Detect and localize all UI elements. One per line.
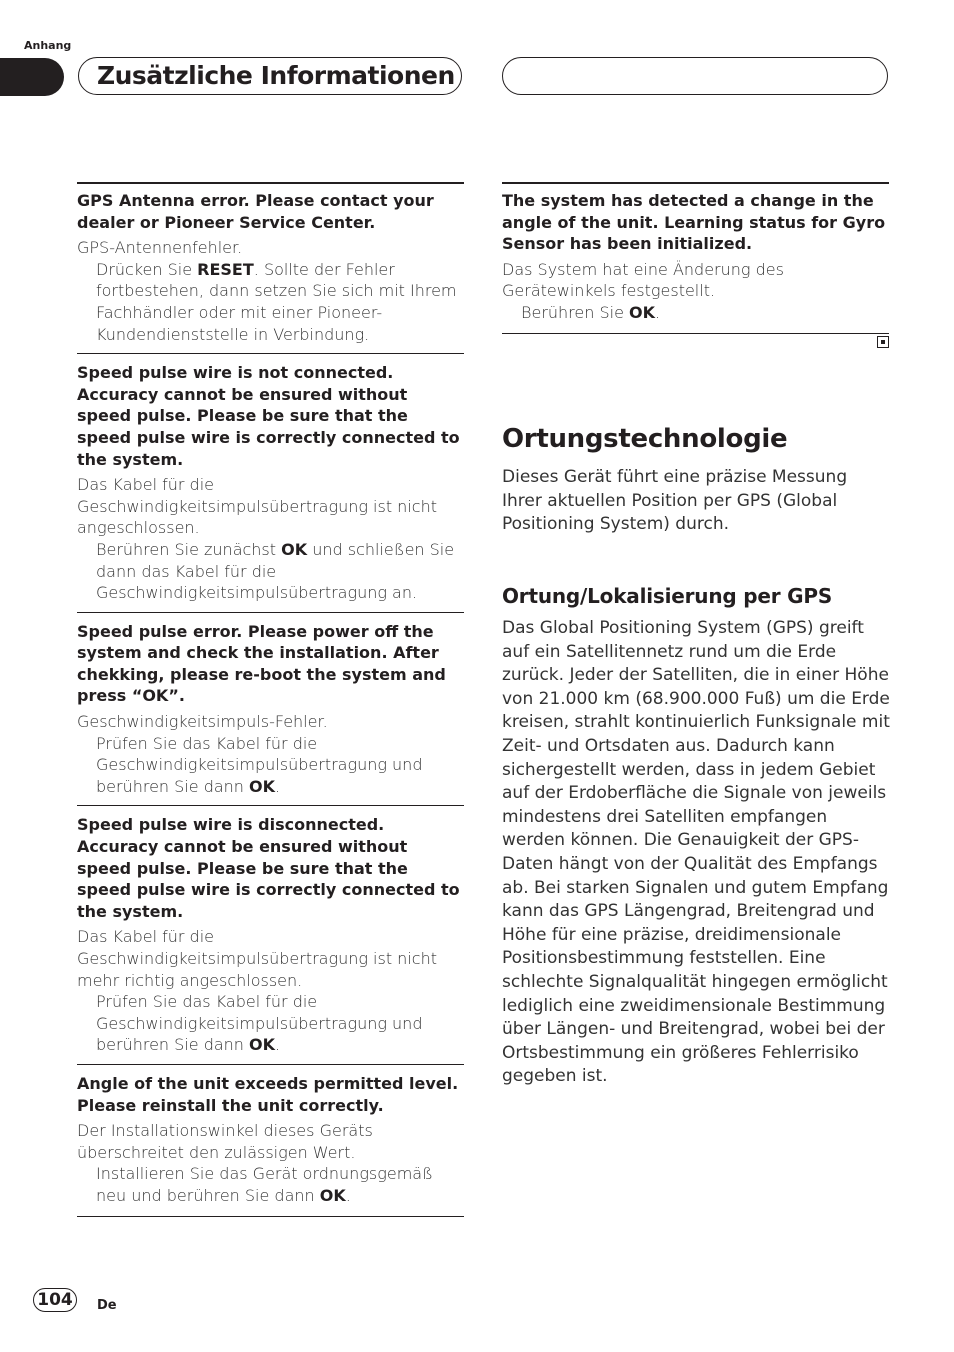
key-label: OK (249, 776, 276, 796)
language-code: De (97, 1298, 117, 1313)
error-action: Berühren Sie OK. (521, 302, 661, 322)
error-description: Das Kabel für die Geschwindigkeitsimpulsübertragung ist nicht angeschlossen. (77, 475, 437, 538)
subsection-heading: Ortung/Lokalisierung per GPS (502, 584, 833, 608)
error-action: Berühren Sie zunächst OK und schließen Sie dann das Kabel für die Geschwindigkeitsimpulsübertragung an. (96, 539, 455, 603)
error-heading: The system has detected a change in the angle of the unit. Learning status for Gyro Sensor has been initialized. (502, 191, 886, 254)
error-heading: Speed pulse wire is not connected. Accuracy cannot be ensured without speed pulse. Please be sure that the speed pulse wire is correctly connected to the system. (77, 363, 460, 469)
error-heading: Speed pulse wire is disconnected. Accuracy cannot be ensured without speed pulse. Please be sure that the speed pulse wire is correctly connected to the system. (77, 815, 460, 921)
error-action: Prüfen Sie das Kabel für die Geschwindigkeitsimpulsübertragung und berühren Sie dann OK. (96, 733, 423, 796)
empty-header-pill (502, 57, 888, 95)
error-description: Der Installationswinkel dieses Geräts überschreitet den zulässigen Wert. (77, 1121, 373, 1162)
error-description: Das Kabel für die Geschwindigkeitsimpulsübertragung ist nicht mehr richtig angeschlossen. (77, 927, 437, 990)
key-label: OK (249, 1035, 276, 1055)
error-entry (77, 353, 464, 612)
section-intro: Dieses Gerät führt eine präzise Messung Ihrer aktuellen Position per GPS (Global Positioning System) durch. (502, 467, 848, 535)
error-heading: Speed pulse error. Please power off the system and check the installation. After chekking, please re-boot the system and press “OK”. (77, 621, 446, 706)
error-heading: Angle of the unit exceeds permitted level. Please reinstall the unit correctly. (77, 1073, 459, 1115)
error-entry (77, 182, 464, 353)
error-entry (77, 1064, 464, 1217)
error-action: Installieren Sie das Gerät ordnungsgemäß neu und berühren Sie dann OK. (96, 1164, 433, 1205)
error-message-list (77, 182, 464, 1217)
error-entry (77, 805, 464, 1064)
error-action: Drücken Sie RESET. Sollte der Fehler fortbestehen, dann setzen Sie sich mit Ihrem Fachhändler oder mit einer Pioneer-Kundendienststelle in Verbindung. (96, 259, 457, 344)
key-label: RESET (197, 259, 254, 279)
section-tab-marker (0, 58, 64, 96)
error-entry (77, 612, 464, 806)
section-heading: Ortungstechnologie (502, 424, 788, 454)
error-description: GPS-Antennenfehler. (77, 238, 243, 258)
chapter-title: Zusätzliche Informationen (78, 57, 462, 95)
gps-body-text: Das Global Positioning System (GPS) greift auf ein Satellitennetz rund um die Erde zurück. Jeder der Satelliten, die in einer Höhe von 21.000 km (68.900.000 Fuß) um die Erde kreisen, strahlt kontinuierlich Funksignale mit Zeit- und Ortsdaten aus. Dadurch kann sichergestellt werden, dass in jedem Gebiet auf der Erdoberfläche die Signale von jeweils mindestens drei Satelliten empfangen werden können. Die Genauigkeit der GPS-Daten hängt von der Qualität des Empfangs ab. Bei starken Signalen und gutem Empfang kann das GPS Längengrad, Breitengrad und Höhe für eine präzise, dreidimensionale Positionsbestimmung feststellen. Eine schlechte Signalqualität hingegen ermöglicht lediglich eine zweidimensionale Bestimmung über Längen- und Breitengrad, wobei bei der Ortsbestimmung ein größeres Fehlerrisiko gegeben ist. (502, 618, 890, 1087)
right-error-list (502, 182, 889, 334)
error-description: Das System hat eine Änderung des Gerätewinkels festgestellt. (502, 259, 784, 301)
key-label: OK (281, 539, 308, 559)
error-action: Prüfen Sie das Kabel für die Geschwindigkeitsimpulsübertragung und berühren Sie dann OK. (96, 992, 423, 1055)
key-label: OK (319, 1185, 346, 1205)
error-entry (502, 182, 889, 334)
page-number: 104 (33, 1288, 77, 1312)
key-label: OK (629, 302, 656, 322)
end-of-section-icon (877, 336, 889, 348)
error-heading: GPS Antenna error. Please contact your dealer or Pioneer Service Center. (77, 191, 434, 232)
error-description: Geschwindigkeitsimpuls-Fehler. (77, 712, 328, 732)
section-label: Anhang (24, 39, 72, 52)
